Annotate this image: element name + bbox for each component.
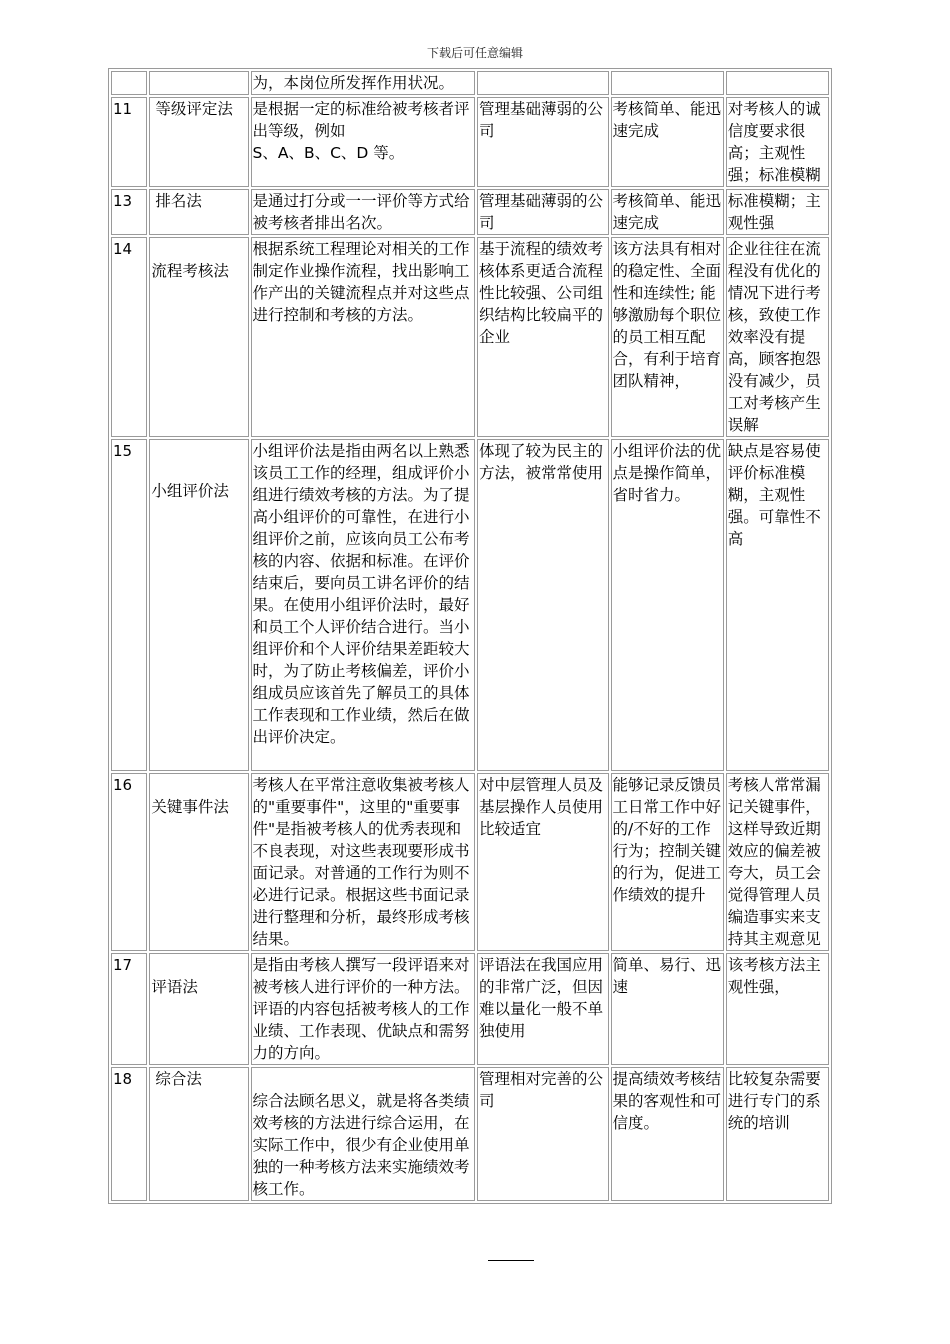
applicable-scope: 管理基础薄弱的公司 (477, 97, 608, 187)
footer-rule (488, 1260, 534, 1261)
method-advantages: 考核简单、能迅速完成 (611, 97, 724, 187)
table-row (111, 97, 829, 187)
applicable-scope: 管理相对完善的公司 (477, 1067, 608, 1201)
applicable-scope: 管理基础薄弱的公司 (477, 189, 608, 235)
table-row (111, 773, 829, 951)
method-definition: 综合法顾名思义，就是将各类绩效考核的方法进行综合运用，在实际工作中，很少有企业使用单独的一种考核方法来实施绩效考核工作。 (251, 1067, 476, 1201)
method-definition: 是通过打分或一一评价等方式给被考核者排出名次。 (251, 189, 476, 235)
method-advantages: 该方法具有相对的稳定性、全面性和连续性; 能够激励每个职位的员工相互配合，有利于培育团队精神， (611, 237, 724, 437)
method-advantages: 能够记录反馈员工日常工作中好的/不好的工作行为；控制关键的行为，促进工作绩效的提升 (611, 773, 724, 951)
applicable-scope: 评语法在我国应用的非常广泛，但因难以量化一般不单独使用 (477, 953, 608, 1065)
method-advantages: 提高绩效考核结果的客观性和可信度。 (611, 1067, 724, 1201)
table-row (111, 953, 829, 1065)
table-row (111, 439, 829, 771)
row-number (111, 71, 147, 95)
method-name (149, 71, 248, 95)
method-name: 小组评价法 (149, 439, 248, 771)
method-name: 等级评定法 (149, 97, 248, 187)
row-number: 13 (111, 189, 147, 235)
row-number: 16 (111, 773, 147, 951)
row-number: 11 (111, 97, 147, 187)
methods-table (108, 68, 832, 1204)
method-name: 流程考核法 (149, 237, 248, 437)
row-number: 15 (111, 439, 147, 771)
method-advantages: 考核简单、能迅速完成 (611, 189, 724, 235)
method-disadvantages: 企业往往在流程没有优化的情况下进行考核，致使工作效率没有提高，顾客抱怨没有减少，员工对考核产生误解 (726, 237, 829, 437)
method-name: 综合法 (149, 1067, 248, 1201)
row-number: 18 (111, 1067, 147, 1201)
applicable-scope: 基于流程的绩效考核体系更适合流程性比较强、公司组织结构比较扁平的企业 (477, 237, 608, 437)
method-definition: 考核人在平常注意收集被考核人的"重要事件"，这里的"重要事件"是指被考核人的优秀表现和不良表现，对这些表现要形成书面记录。对普通的工作行为则不必进行记录。根据这些书面记录进行整理和分析，最终形成考核结果。 (251, 773, 476, 951)
method-disadvantages: 考核人常常漏记关键事件，这样导致近期效应的偏差被夸大，员工会觉得管理人员编造事实来支持其主观意见 (726, 773, 829, 951)
page-header: 下载后可任意编辑 (426, 46, 523, 60)
table-row (111, 1067, 829, 1201)
row-number: 14 (111, 237, 147, 437)
method-advantages: 小组评价法的优点是操作简单，省时省力。 (611, 439, 724, 771)
method-definition: 为，本岗位所发挥作用状况。 (251, 71, 476, 95)
row-number: 17 (111, 953, 147, 1065)
table-row (111, 189, 829, 235)
method-definition: 小组评价法是指由两名以上熟悉该员工工作的经理，组成评价小组进行绩效考核的方法。为了提高小组评价的可靠性，在进行小组评价之前，应该向员工公布考核的内容、依据和标准。在评价结束后，要向员工讲名评价的结果。在使用小组评价法时，最好和员工个人评价结合进行。当小组评价和个人评价结果差距较大时，为了防止考核偏差，评价小组成员应该首先了解员工的具体工作表现和工作业绩，然后在做出评价决定。 (251, 439, 476, 771)
method-name: 排名法 (149, 189, 248, 235)
method-disadvantages: 比较复杂需要进行专门的系统的培训 (726, 1067, 829, 1201)
method-disadvantages: 该考核方法主观性强， (726, 953, 829, 1065)
method-advantages (611, 71, 724, 95)
method-disadvantages: 缺点是容易使评价标准模糊，主观性强。可靠性不高 (726, 439, 829, 771)
method-disadvantages (726, 71, 829, 95)
applicable-scope: 体现了较为民主的方法，被常常使用 (477, 439, 608, 771)
applicable-scope: 对中层管理人员及基层操作人员使用比较适宜 (477, 773, 608, 951)
method-name: 评语法 (149, 953, 248, 1065)
method-advantages: 简单、易行、迅速 (611, 953, 724, 1065)
method-definition: 根据系统工程理论对相关的工作制定作业操作流程，找出影响工作产出的关键流程点并对这些点进行控制和考核的方法。 (251, 237, 476, 437)
method-definition: 是根据一定的标准给被考核者评出等级，例如 S、A、B、C、D 等。 (251, 97, 476, 187)
method-name: 关键事件法 (149, 773, 248, 951)
method-disadvantages: 标准模糊；主观性强 (726, 189, 829, 235)
table-row (111, 237, 829, 437)
applicable-scope (477, 71, 608, 95)
method-definition: 是指由考核人撰写一段评语来对被考核人进行评价的一种方法。评语的内容包括被考核人的工作业绩、工作表现、优缺点和需努力的方向。 (251, 953, 476, 1065)
table-row (111, 71, 829, 95)
method-disadvantages: 对考核人的诚信度要求很高；主观性强；标准模糊 (726, 97, 829, 187)
